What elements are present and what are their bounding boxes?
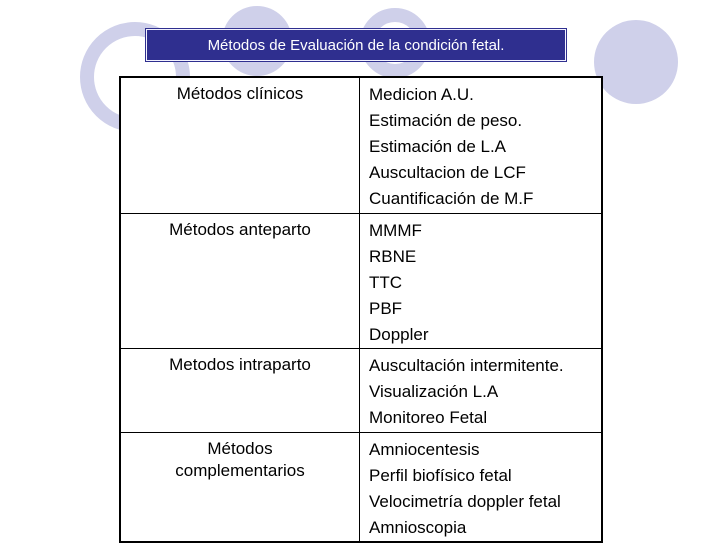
category-cell — [120, 432, 360, 542]
table-row — [120, 348, 602, 432]
table-row — [120, 213, 602, 348]
methods-table — [119, 76, 603, 543]
items-cell — [360, 348, 603, 432]
category-cell — [120, 348, 360, 432]
category-label: Métodos complementarios — [175, 438, 305, 480]
list-item: Amniocentesis — [369, 439, 480, 459]
table-row — [120, 77, 602, 213]
list-item: Amnioscopia — [369, 517, 467, 537]
list-item: Velocimetría doppler fetal — [369, 491, 561, 511]
items-cell — [360, 77, 603, 213]
items-list — [369, 433, 601, 541]
items-list — [369, 349, 601, 431]
list-item: Visualización L.A — [369, 381, 499, 401]
list-item: Estimación de L.A — [369, 137, 507, 156]
list-item: Auscultacion de LCF — [369, 163, 526, 182]
category-label: Métodos anteparto — [169, 219, 311, 239]
list-item: PBF — [369, 298, 403, 318]
list-item: MMMF — [369, 220, 422, 240]
list-item: Medicion A.U. — [369, 85, 474, 104]
items-cell — [360, 213, 603, 348]
items-list — [369, 78, 601, 212]
table-row — [120, 432, 602, 542]
list-item: TTC — [369, 272, 403, 292]
category-label: Metodos intraparto — [169, 354, 311, 374]
list-item: RBNE — [369, 246, 417, 266]
items-list — [369, 214, 601, 348]
items-cell — [360, 432, 603, 542]
list-item: Monitoreo Fetal — [369, 407, 488, 427]
category-cell — [120, 77, 360, 213]
list-item: Cuantificación de M.F — [369, 189, 534, 208]
slide-title-text: Métodos de Evaluación de la condición fetal. — [207, 36, 505, 54]
list-item: Auscultación intermitente. — [369, 355, 564, 375]
decorative-disc-right — [594, 20, 678, 104]
list-item: Perfil biofísico fetal — [369, 465, 512, 485]
category-label: Métodos clínicos — [176, 84, 304, 103]
slide-title — [146, 29, 566, 61]
category-cell — [120, 213, 360, 348]
list-item: Doppler — [369, 324, 429, 344]
list-item: Estimación de peso. — [369, 111, 523, 130]
